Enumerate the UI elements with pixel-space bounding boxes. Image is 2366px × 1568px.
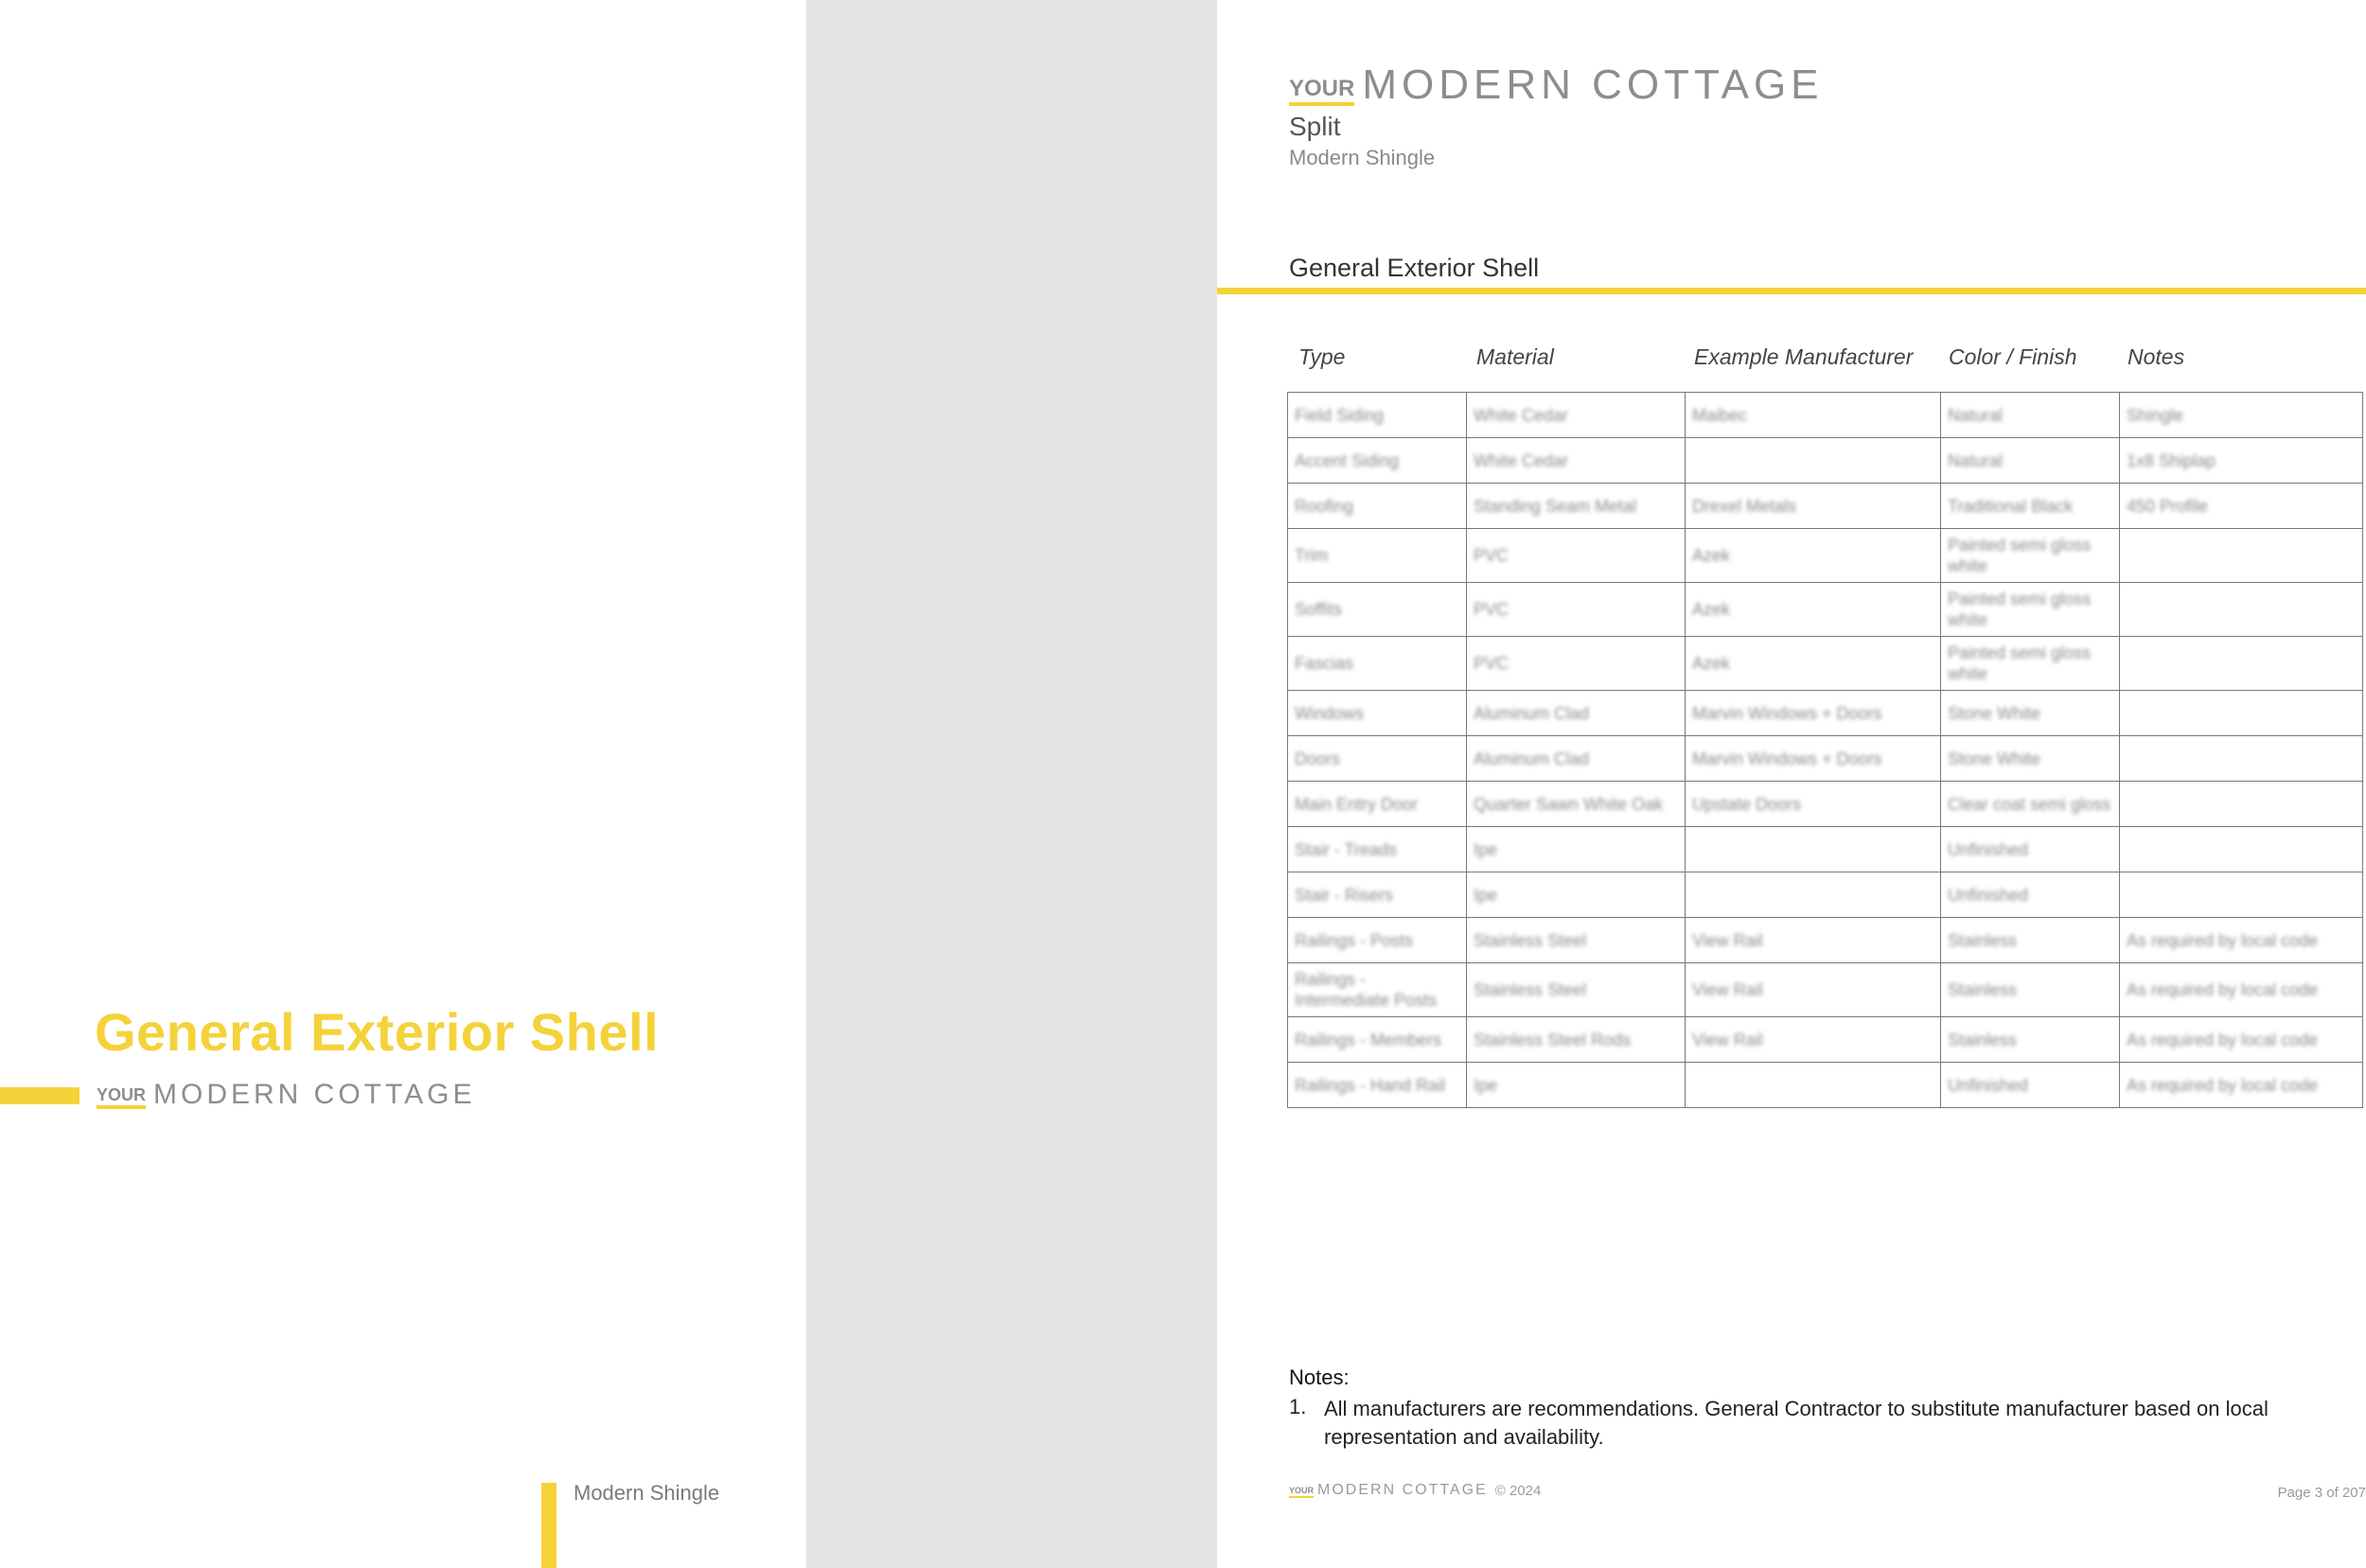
cell-color-finish: Unfinished: [1941, 872, 2120, 918]
header-manufacturer: Example Manufacturer: [1694, 344, 1914, 369]
table-row: [1288, 637, 2363, 691]
table-row: [1288, 872, 2363, 918]
cell-color-finish: Stainless: [1941, 918, 2120, 963]
header-type: Type: [1298, 344, 1346, 369]
cell-color-finish: Stone White: [1941, 736, 2120, 782]
table-row: [1288, 1063, 2363, 1108]
table-row: [1288, 1017, 2363, 1063]
page-number: Page 3 of 207: [2277, 1485, 2366, 1501]
header-notes: Notes: [2128, 344, 2185, 369]
cell-type: Trim: [1288, 529, 1467, 583]
cell-notes: As required by local code: [2120, 1063, 2363, 1108]
section-divider: [1217, 288, 2366, 294]
brand-your: YOUR: [97, 1086, 146, 1109]
cell-color-finish: Painted semi gloss white: [1941, 583, 2120, 637]
cell-material: Stainless Steel: [1467, 918, 1686, 963]
cell-notes: [2120, 872, 2363, 918]
cell-notes: 450 Profile: [2120, 484, 2363, 529]
table-row: [1288, 583, 2363, 637]
table-row: [1288, 438, 2363, 484]
cell-notes: [2120, 529, 2363, 583]
notes-heading: Notes:: [1289, 1365, 1350, 1389]
cell-notes: [2120, 827, 2363, 872]
cell-notes: [2120, 736, 2363, 782]
cell-notes: [2120, 583, 2363, 637]
cell-material: Aluminum Clad: [1467, 736, 1686, 782]
cell-type: Railings - Members: [1288, 1017, 1467, 1063]
cell-manufacturer: Marvin Windows + Doors: [1686, 691, 1941, 736]
brand-name: MODERN COTTAGE: [1362, 62, 1824, 108]
copyright: © 2024: [1494, 1483, 1542, 1499]
cell-manufacturer: Azek: [1686, 637, 1941, 691]
brand-logo: [97, 1081, 475, 1109]
cell-notes: [2120, 637, 2363, 691]
cell-type: Doors: [1288, 736, 1467, 782]
cell-color-finish: Natural: [1941, 393, 2120, 438]
cell-manufacturer: [1686, 827, 1941, 872]
cell-type: Fascias: [1288, 637, 1467, 691]
brand-name: MODERN COTTAGE: [153, 1079, 476, 1110]
cell-material: PVC: [1467, 529, 1686, 583]
table-row: [1288, 963, 2363, 1017]
cell-material: PVC: [1467, 583, 1686, 637]
cell-material: White Cedar: [1467, 438, 1686, 484]
right-page: [1217, 0, 2366, 1568]
cell-manufacturer: Azek: [1686, 583, 1941, 637]
cell-type: Railings - Intermediate Posts: [1288, 963, 1467, 1017]
cell-type: Stair - Risers: [1288, 872, 1467, 918]
brand-your: YOUR: [1289, 78, 1354, 106]
cell-type: Field Siding: [1288, 393, 1467, 438]
table-row: [1288, 782, 2363, 827]
cell-color-finish: Painted semi gloss white: [1941, 529, 2120, 583]
footer-brand: [1289, 1483, 1541, 1498]
cell-color-finish: Unfinished: [1941, 1063, 2120, 1108]
cell-color-finish: Stainless: [1941, 963, 2120, 1017]
table-row: [1288, 918, 2363, 963]
header-material: Material: [1476, 344, 1554, 369]
brand-name: MODERN COTTAGE: [1317, 1482, 1488, 1498]
cell-material: Stainless Steel Rods: [1467, 1017, 1686, 1063]
cell-material: Aluminum Clad: [1467, 691, 1686, 736]
cell-color-finish: Natural: [1941, 438, 2120, 484]
accent-bar: [0, 1087, 79, 1104]
table-row: [1288, 736, 2363, 782]
cell-manufacturer: Drexel Metals: [1686, 484, 1941, 529]
cell-color-finish: Unfinished: [1941, 827, 2120, 872]
brand-your: YOUR: [1289, 1487, 1314, 1498]
footer-accent-bar: [541, 1483, 556, 1568]
cell-material: Stainless Steel: [1467, 963, 1686, 1017]
note-text: All manufacturers are recommendations. General Contractor to substitute manufacturer based on local representation and availability.: [1324, 1397, 2269, 1449]
cell-manufacturer: View Rail: [1686, 918, 1941, 963]
section-title: General Exterior Shell: [95, 1002, 660, 1062]
cell-manufacturer: [1686, 1063, 1941, 1108]
spec-table: [1287, 392, 2363, 1108]
cell-notes: [2120, 691, 2363, 736]
cell-manufacturer: Azek: [1686, 529, 1941, 583]
cell-type: Soffits: [1288, 583, 1467, 637]
cell-material: PVC: [1467, 637, 1686, 691]
cell-manufacturer: Maibec: [1686, 393, 1941, 438]
cell-manufacturer: Upstate Doors: [1686, 782, 1941, 827]
cell-color-finish: Painted semi gloss white: [1941, 637, 2120, 691]
cell-manufacturer: [1686, 438, 1941, 484]
cell-notes: Shingle: [2120, 393, 2363, 438]
cell-notes: As required by local code: [2120, 963, 2363, 1017]
cell-type: Accent Siding: [1288, 438, 1467, 484]
cell-type: Windows: [1288, 691, 1467, 736]
cell-color-finish: Clear coat semi gloss: [1941, 782, 2120, 827]
cell-type: Stair - Treads: [1288, 827, 1467, 872]
document-subtitle: Modern Shingle: [1289, 146, 1436, 169]
cell-color-finish: Traditional Black: [1941, 484, 2120, 529]
table-header: [1289, 344, 2362, 373]
table-row: [1288, 691, 2363, 736]
section-heading: General Exterior Shell: [1289, 254, 1540, 282]
cell-material: Ipe: [1467, 1063, 1686, 1108]
cell-type: Railings - Hand Rail: [1288, 1063, 1467, 1108]
document-title: Split: [1289, 112, 1341, 141]
cell-notes: As required by local code: [2120, 1017, 2363, 1063]
table-row: [1288, 484, 2363, 529]
cell-type: Main Entry Door: [1288, 782, 1467, 827]
note-number: 1.: [1289, 1395, 1307, 1418]
table-row: [1288, 529, 2363, 583]
cell-type: Railings - Posts: [1288, 918, 1467, 963]
table-row: [1288, 393, 2363, 438]
cell-notes: [2120, 782, 2363, 827]
cell-manufacturer: Marvin Windows + Doors: [1686, 736, 1941, 782]
cell-manufacturer: View Rail: [1686, 1017, 1941, 1063]
header-color-finish: Color / Finish: [1949, 344, 2077, 369]
cell-material: Standing Seam Metal: [1467, 484, 1686, 529]
cell-material: White Cedar: [1467, 393, 1686, 438]
page-gutter: [806, 0, 1217, 1568]
cell-notes: 1x8 Shiplap: [2120, 438, 2363, 484]
left-page: [0, 0, 806, 1568]
table-row: [1288, 827, 2363, 872]
cell-notes: As required by local code: [2120, 918, 2363, 963]
cell-material: Quarter Sawn White Oak: [1467, 782, 1686, 827]
cell-material: Ipe: [1467, 872, 1686, 918]
cell-color-finish: Stone White: [1941, 691, 2120, 736]
cell-manufacturer: [1686, 872, 1941, 918]
header-brand-logo: [1289, 64, 1824, 106]
cell-material: Ipe: [1467, 827, 1686, 872]
cell-type: Roofing: [1288, 484, 1467, 529]
cell-manufacturer: View Rail: [1686, 963, 1941, 1017]
footer-label: Modern Shingle: [574, 1481, 720, 1505]
cell-color-finish: Stainless: [1941, 1017, 2120, 1063]
